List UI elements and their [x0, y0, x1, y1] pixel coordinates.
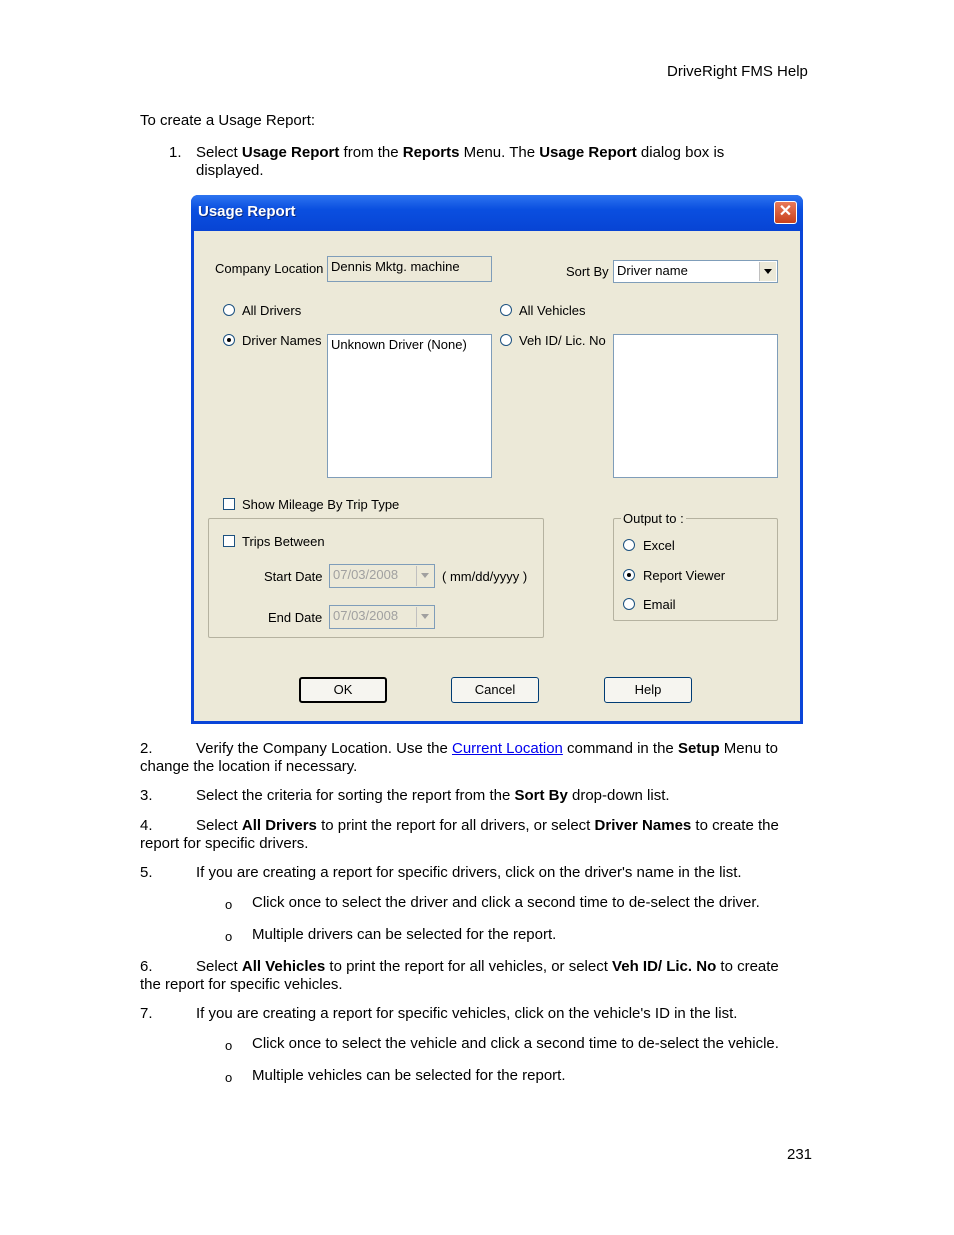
all-vehicles-label[interactable]: All Vehicles: [519, 303, 586, 318]
cancel-button[interactable]: Cancel: [451, 677, 539, 703]
bullet-icon: o: [225, 1038, 233, 1053]
dialog-title: Usage Report: [198, 203, 296, 220]
dialog-body: [194, 231, 800, 721]
driver-names-radio[interactable]: [223, 334, 235, 346]
step-4-text-line2: report for specific drivers.: [140, 835, 309, 852]
chevron-down-icon[interactable]: [416, 607, 433, 627]
show-mileage-checkbox[interactable]: [223, 498, 235, 510]
dialog-titlebar[interactable]: [191, 195, 803, 231]
step-number: 1.: [169, 144, 182, 161]
end-date-field[interactable]: [329, 605, 435, 629]
step-number: 7.: [140, 1005, 153, 1022]
list-item: Click once to select the driver and click a second time to de-select the driver.: [252, 894, 760, 911]
list-item[interactable]: Unknown Driver (None): [331, 337, 467, 352]
step-6-text-line2: the report for specific vehicles.: [140, 976, 343, 993]
page-header: DriveRight FMS Help: [667, 63, 808, 80]
close-icon: ✕: [778, 203, 793, 220]
veh-id-label[interactable]: Veh ID/ Lic. No: [519, 333, 606, 348]
step-5-text: If you are creating a report for specific drivers, click on the driver's name in the list.: [196, 864, 742, 881]
chevron-down-icon[interactable]: [759, 262, 776, 281]
list-item: Click once to select the vehicle and click a second time to de-select the vehicle.: [252, 1035, 779, 1052]
step-number: 3.: [140, 787, 153, 804]
usage-report-dialog: [191, 195, 803, 724]
step-7-text: If you are creating a report for specific vehicles, click on the vehicle's ID in the list.: [196, 1005, 738, 1022]
bullet-icon: o: [225, 897, 233, 912]
sort-by-dropdown[interactable]: [613, 260, 778, 283]
start-date-label: Start Date: [264, 569, 323, 584]
driver-list[interactable]: [327, 334, 492, 478]
close-button[interactable]: [774, 201, 797, 224]
trips-between-label[interactable]: Trips Between: [242, 534, 325, 549]
intro-text: To create a Usage Report:: [140, 112, 316, 129]
step-2-text: Verify the Company Location. Use the Current Location command in the Setup Menu to: [196, 740, 778, 757]
output-email-label[interactable]: Email: [643, 597, 676, 612]
sort-by-label: Sort By: [566, 264, 609, 279]
show-mileage-label[interactable]: Show Mileage By Trip Type: [242, 497, 400, 512]
step-1-text: Select Usage Report from the Reports Menu. The Usage Report dialog box is: [196, 144, 725, 161]
step-3-text: Select the criteria for sorting the report from the Sort By drop-down list.: [196, 787, 670, 804]
step-number: 4.: [140, 817, 153, 834]
page-number: 231: [787, 1146, 813, 1163]
output-label: Output to :: [623, 511, 684, 526]
date-format-hint: ( mm/dd/yyyy ): [442, 569, 528, 584]
step-number: 5.: [140, 864, 153, 881]
output-excel-label[interactable]: Excel: [643, 538, 675, 553]
list-item: Multiple vehicles can be selected for the report.: [252, 1067, 566, 1084]
driver-names-label[interactable]: Driver Names: [242, 333, 322, 348]
output-excel-radio[interactable]: [623, 539, 635, 551]
chevron-down-icon[interactable]: [416, 566, 433, 586]
bullet-icon: o: [225, 929, 233, 944]
sort-by-value: Driver name: [617, 263, 688, 278]
all-vehicles-radio[interactable]: [500, 304, 512, 316]
company-location-label: Company Location: [215, 261, 324, 276]
all-drivers-radio[interactable]: [223, 304, 235, 316]
step-number: 6.: [140, 958, 153, 975]
list-item: Multiple drivers can be selected for the report.: [252, 926, 557, 943]
end-date-value: 07/03/2008: [333, 608, 399, 623]
step-2-text-line2: change the location if necessary.: [140, 758, 358, 775]
company-location-field[interactable]: Dennis Mktg. machine: [327, 256, 492, 282]
vehicle-list[interactable]: [613, 334, 778, 478]
step-4-text: Select All Drivers to print the report for all drivers, or select Driver Names to create the: [196, 817, 779, 834]
start-date-field[interactable]: [329, 564, 435, 588]
step-6-text: Select All Vehicles to print the report for all vehicles, or select Veh ID/ Lic. No to create: [196, 958, 779, 975]
bullet-icon: o: [225, 1070, 233, 1085]
ok-button[interactable]: OK: [299, 677, 387, 703]
output-viewer-radio[interactable]: [623, 569, 635, 581]
current-location-link[interactable]: Current Location: [451, 740, 563, 757]
output-viewer-label[interactable]: Report Viewer: [643, 568, 726, 583]
trips-between-checkbox[interactable]: [223, 535, 235, 547]
help-button[interactable]: Help: [604, 677, 692, 703]
all-drivers-label[interactable]: All Drivers: [242, 303, 302, 318]
step-1-text-line2: displayed.: [196, 162, 264, 179]
output-email-radio[interactable]: [623, 598, 635, 610]
veh-id-radio[interactable]: [500, 334, 512, 346]
end-date-label: End Date: [268, 610, 323, 625]
step-number: 2.: [140, 740, 153, 757]
start-date-value: 07/03/2008: [333, 567, 399, 582]
